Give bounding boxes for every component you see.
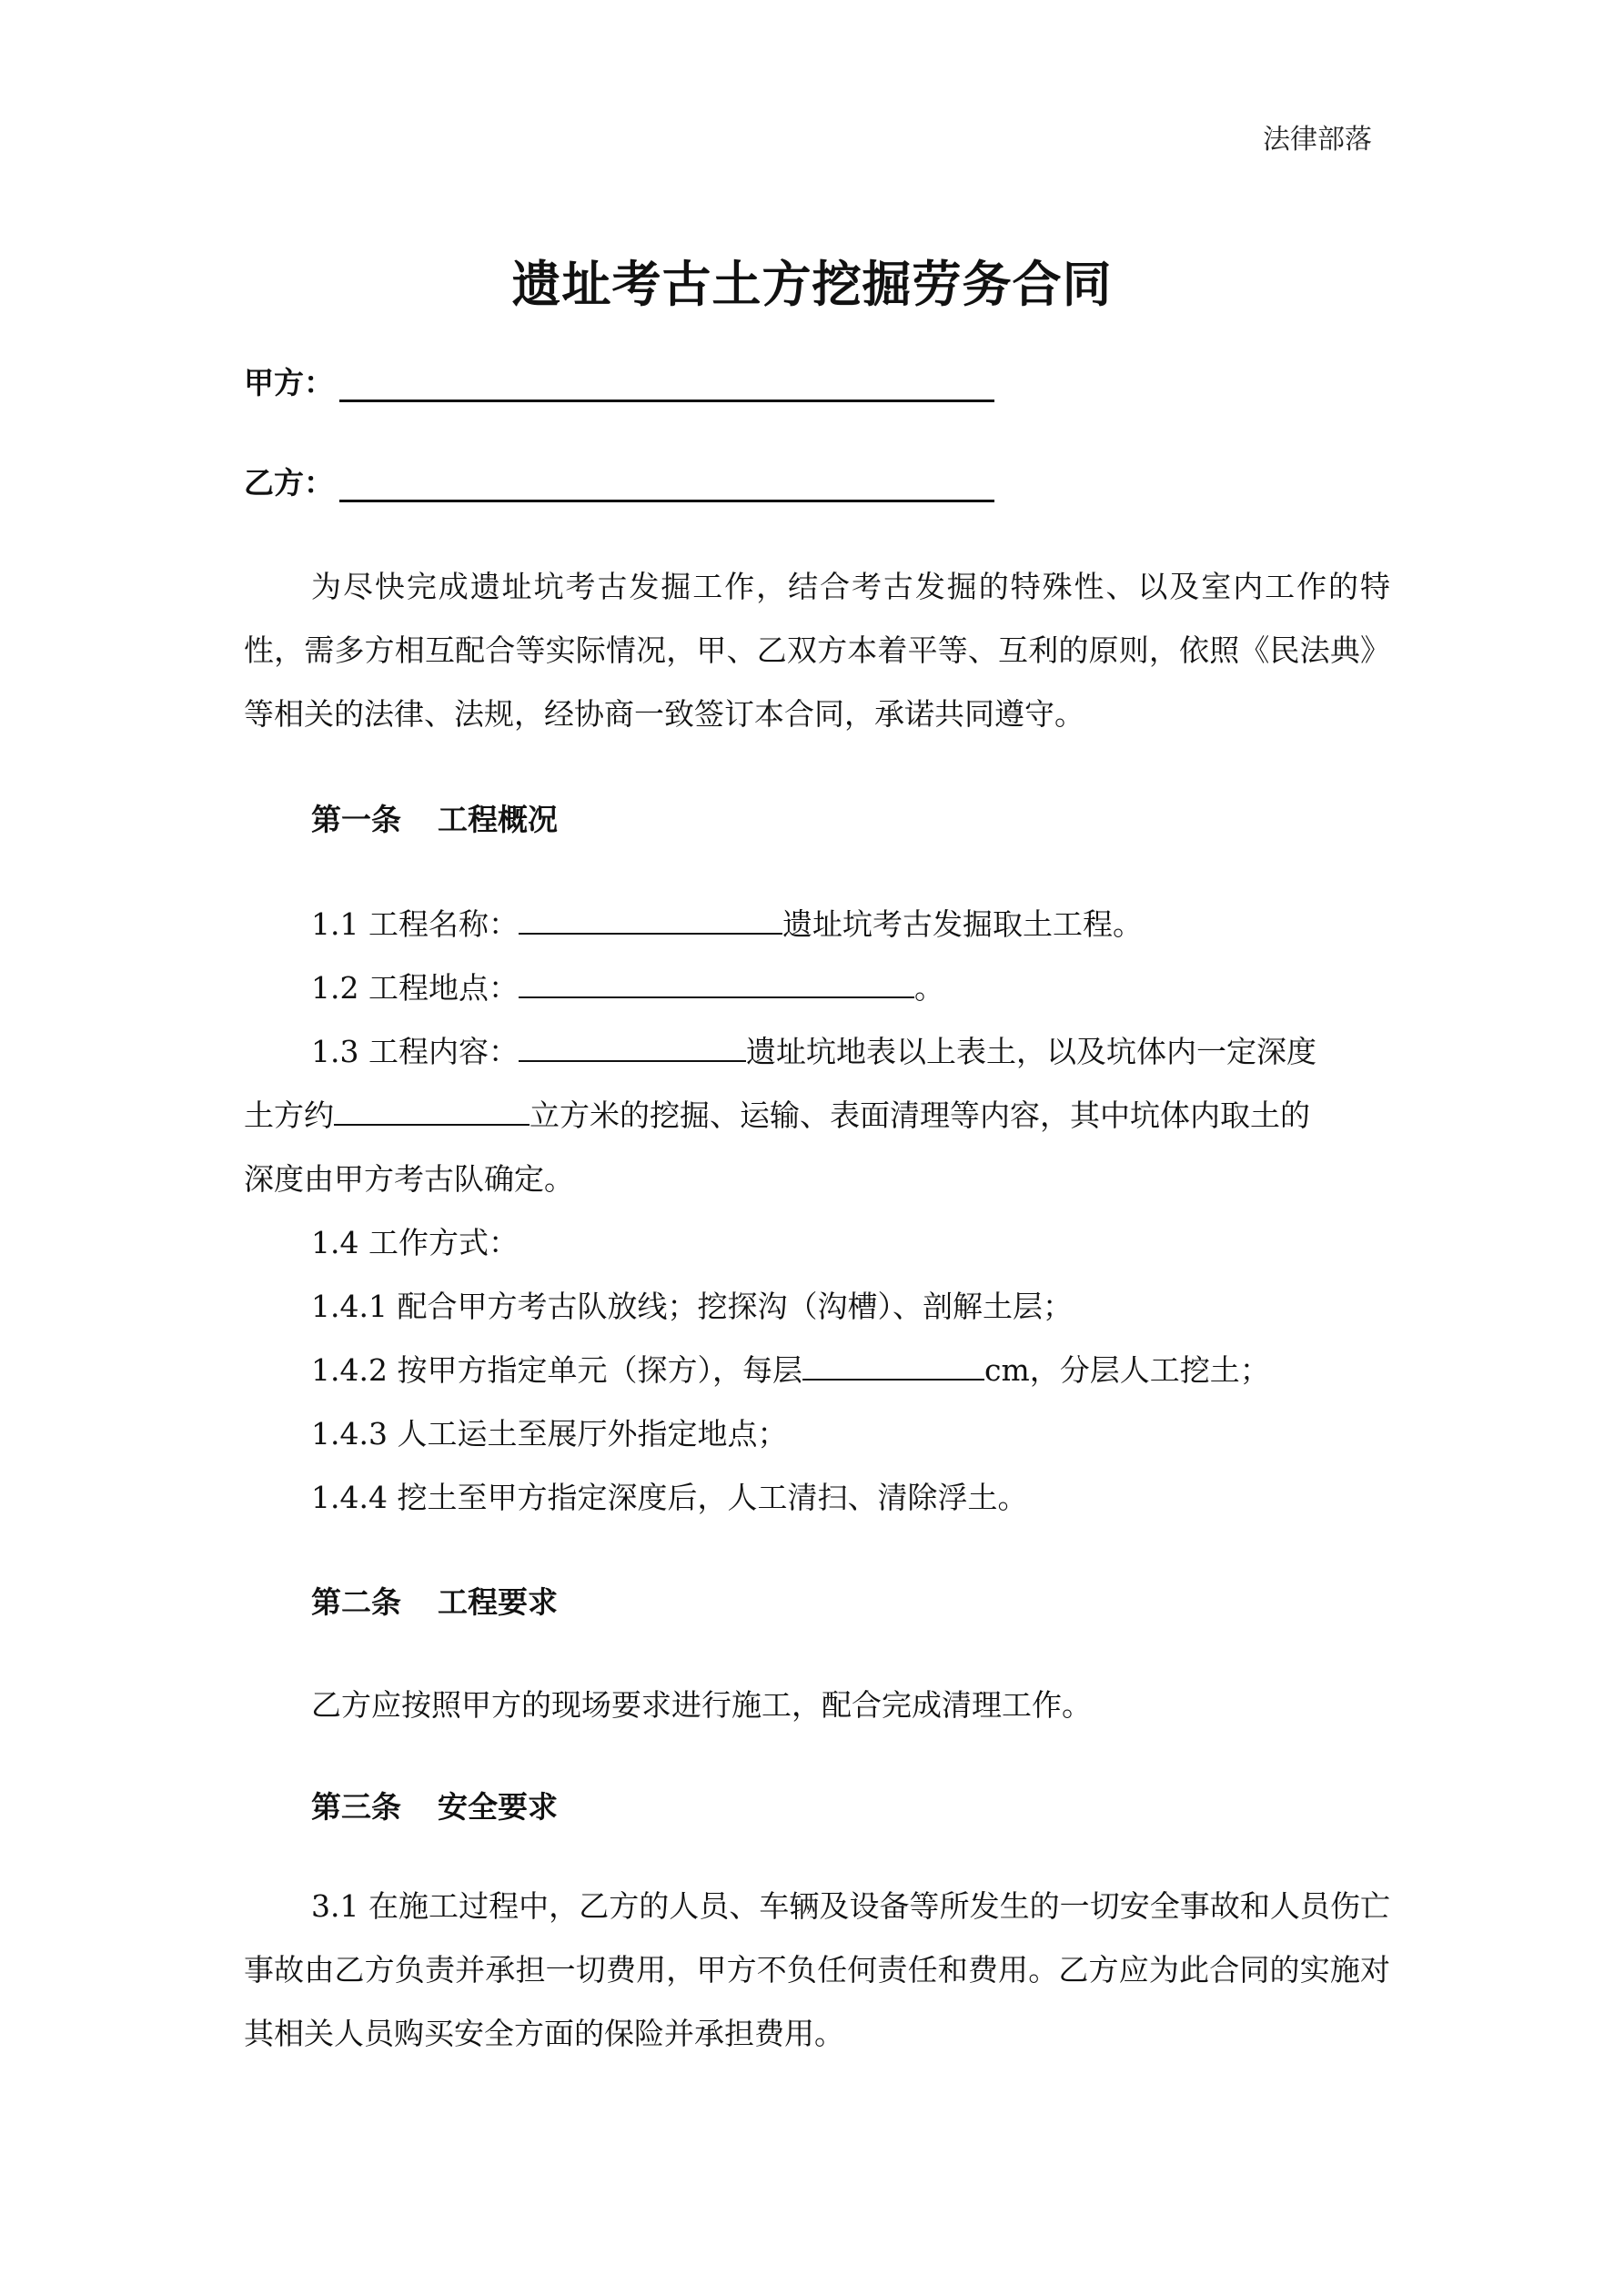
article-2-title: 工程要求 bbox=[438, 1584, 558, 1620]
item-1-1-suffix: 遗址坑考古发掘取土工程。 bbox=[782, 906, 1143, 942]
item-1-2 bbox=[311, 965, 944, 1007]
project-name-blank[interactable] bbox=[519, 907, 782, 935]
item-1-4-1: 1.4.1 配合甲方考古队放线；挖探沟（沟槽）、剖解土层； bbox=[311, 1289, 1073, 1324]
article-2-body: 乙方应按照甲方的现场要求进行施工，配合完成清理工作。 bbox=[311, 1687, 1092, 1723]
article-2-number: 第二条 bbox=[311, 1584, 401, 1620]
item-1-3-line1 bbox=[311, 1028, 1316, 1071]
party-b-blank[interactable] bbox=[339, 472, 994, 502]
item-1-4-3: 1.4.3 人工运土至展厅外指定地点； bbox=[311, 1416, 788, 1451]
article-2-heading bbox=[311, 1579, 558, 1622]
party-a-blank[interactable] bbox=[339, 372, 994, 402]
item-3-1: 3.1 在施工过程中，乙方的人员、车辆及设备等所发生的一切安全事故和人员伤亡事故由乙方负责并承担一切费用，甲方不负任何责任和费用。乙方应为此合同的实施对其相关人员购买安全方面的保险并承担费用。 bbox=[244, 1888, 1390, 2051]
item-1-3-suffix2: 立方米的挖掘、运输、表面清理等内容，其中坑体内取土的 bbox=[530, 1097, 1310, 1133]
item-1-3-label: 1.3 工程内容： bbox=[311, 1034, 519, 1069]
article-1-number: 第一条 bbox=[311, 802, 401, 837]
item-1-4-2 bbox=[311, 1347, 1270, 1390]
item-1-3-line2 bbox=[244, 1092, 1310, 1135]
item-1-3-line3: 深度由甲方考古队确定。 bbox=[244, 1161, 574, 1197]
brand-label: 法律部落 bbox=[1263, 124, 1372, 156]
preamble-paragraph: 为尽快完成遗址坑考古发掘工作，结合考古发掘的特殊性、以及室内工作的特性，需多方相互配合等实际情况，甲、乙双方本着平等、互利的原则，依照《民法典》等相关的法律、法规，经协商一致签订本合同，承诺共同遵守。 bbox=[244, 569, 1390, 732]
layer-depth-blank[interactable] bbox=[802, 1353, 984, 1381]
party-b-label: 乙方： bbox=[244, 465, 334, 501]
earth-volume-blank[interactable] bbox=[334, 1098, 530, 1126]
party-b-row bbox=[244, 460, 994, 502]
item-1-2-suffix: 。 bbox=[913, 970, 944, 1006]
item-1-3-suffix1: 遗址坑地表以上表土，以及坑体内一定深度 bbox=[745, 1034, 1316, 1069]
party-a-row bbox=[244, 359, 994, 402]
item-1-4-4: 1.4.4 挖土至甲方指定深度后，人工清扫、清除浮土。 bbox=[311, 1480, 1028, 1515]
item-1-1 bbox=[311, 901, 1143, 944]
document-title: 遗址考古土方挖掘劳务合同 bbox=[511, 255, 1113, 313]
article-1-title: 工程概况 bbox=[438, 802, 558, 837]
item-1-4-2-suffix: cm，分层人工挖土； bbox=[983, 1352, 1270, 1388]
item-1-4: 1.4 工作方式： bbox=[311, 1225, 519, 1260]
article-3-number: 第三条 bbox=[311, 1789, 401, 1825]
item-1-1-label: 1.1 工程名称： bbox=[311, 906, 519, 942]
article-1-heading bbox=[311, 796, 558, 839]
project-content-blank[interactable] bbox=[519, 1035, 746, 1062]
article-3-title: 安全要求 bbox=[438, 1789, 558, 1825]
party-a-label: 甲方： bbox=[244, 365, 334, 400]
article-3-heading bbox=[311, 1784, 558, 1826]
item-1-3-prefix2: 土方约 bbox=[244, 1097, 334, 1133]
item-1-2-label: 1.2 工程地点： bbox=[311, 970, 519, 1006]
item-1-4-2-prefix: 1.4.2 按甲方指定单元（探方），每层 bbox=[311, 1352, 802, 1388]
project-location-blank[interactable] bbox=[519, 971, 914, 998]
